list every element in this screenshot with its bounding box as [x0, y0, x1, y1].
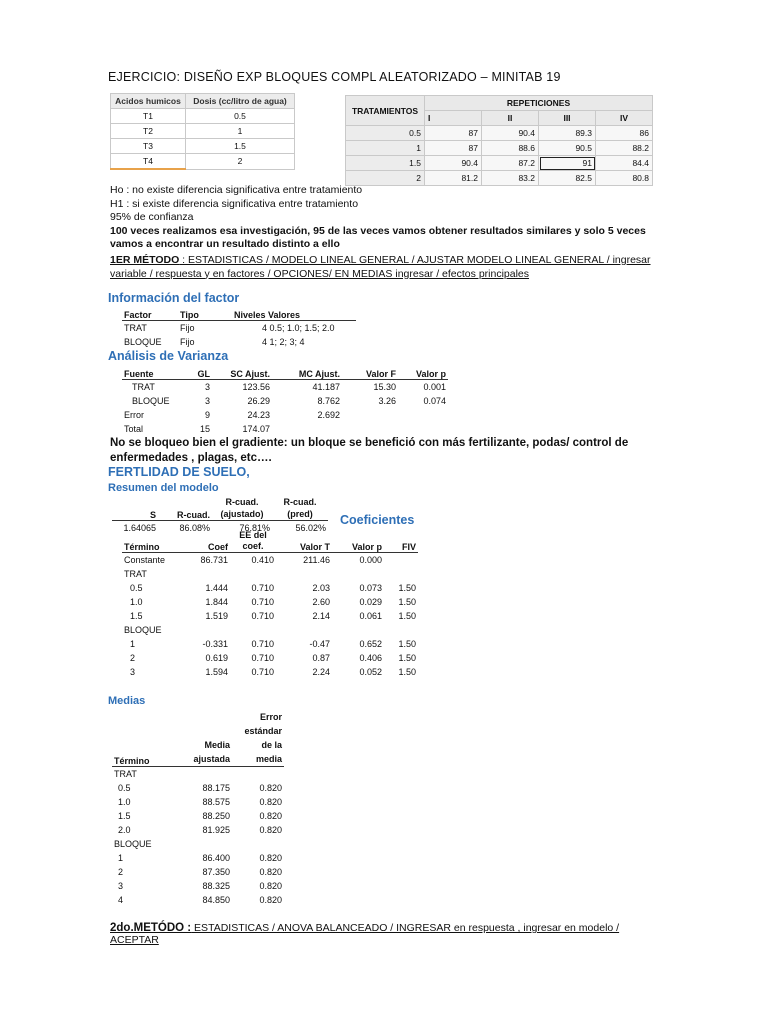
dose-col-header: Acidos humicos — [111, 94, 186, 109]
h1-text: H1 : si existe diferencia significativa entre tratamiento — [110, 197, 359, 210]
table-row: 2 81.2 83.2 82.5 80.8 — [346, 171, 653, 186]
table-row: BLOQUE 3 26.29 8.762 3.26 0.074 — [132, 396, 446, 406]
table-row: 0.5 88.175 0.820 — [118, 783, 282, 793]
selected-cell[interactable]: 91 — [539, 156, 596, 171]
table-row: BLOQUE — [114, 839, 152, 849]
model-summary-heading: Resumen del modelo — [108, 482, 219, 494]
rep-header: I — [425, 111, 482, 126]
table-row: 1.0 88.575 0.820 — [118, 797, 282, 807]
model-summary-table: S R-cuad. R-cuad. (ajustado) R-cuad. (pred) 1.64065 86.08% 76.81% 56.02% — [112, 496, 328, 535]
table-row: 3 88.325 0.820 — [118, 881, 282, 891]
anova-table: Fuente GL SC Ajust. MC Ajust. Valor F Valor p TRAT 3 123.56 41.187 15.30 0.001 BLOQUE 3 26.29 8.762 3.26 0.074 Error 9 24.23 2.692 Total 15 174.07 — [122, 365, 448, 436]
table-row: 0.5 87 90.4 89.3 86 — [346, 126, 653, 141]
table-row: TRAT 3 123.56 41.187 15.30 0.001 — [132, 382, 446, 392]
means-table: Término Media ajustada Error estándar de la media TRAT 0.5 88.175 0.820 1.0 88.575 0.820 1.5 88.250 0.820 2.0 81.925 0.820 BLOQUE 1 86.400 0.820 2 87.350 0.820 3 88.325 0.820 4 84.850 0.820 — [114, 712, 282, 905]
dose-col-header: Dosis (cc/litro de agua) — [186, 94, 295, 109]
table-row: 1 -0.331 0.710 -0.47 0.652 1.50 — [130, 639, 416, 649]
coefficients-table: Término Coef EE del coef. Valor T Valor p FIV Constante 86.731 0.410 211.46 0.000 TRAT 0.5 1.444 0.710 2.03 0.073 1.50 1.0 1.844 0.710 2.60 0.029 1.50 1.5 1.519 0.710 2.14 0.061 1.50 BLOQUE 1 -0.331 0.710 -0.47 0.652 1.50 2 0.619 0.710 0.87 0.406 1.50 3 1.594 0.710 2.24 0.052 1.50 — [124, 530, 416, 677]
table-row: TRAT — [124, 569, 147, 579]
table-row: 0.5 1.444 0.710 2.03 0.073 1.50 — [130, 583, 416, 593]
method2-label: 2do.METÓDO : — [110, 922, 192, 934]
table-row: 3 1.594 0.710 2.24 0.052 1.50 — [130, 667, 416, 677]
method1-steps: : ESTADISTICAS / MODELO LINEAL GENERAL / AJUSTAR MODELO LINEAL GENERAL / ingresar variable / respuesta y en factores / OPCIONES/ EN MEDIAS ingresar / efectos principales — [110, 254, 651, 280]
table-row: T1 0.5 — [111, 109, 295, 124]
h0-text: Ho : no existe diferencia significativa entre tratamiento — [110, 184, 363, 196]
table-row: BLOQUE Fijo 4 1; 2; 3; 4 — [124, 337, 305, 347]
hypotheses-block — [110, 184, 670, 252]
page-title: EJERCICIO: DISEÑO EXP BLOQUES COMPL ALEATORIZADO – MINITAB 19 — [108, 70, 561, 84]
means-heading: Medias — [108, 695, 146, 707]
anova-heading: Análisis de Varianza — [108, 349, 229, 363]
repetitions-header: REPETICIONES — [425, 96, 653, 111]
fertility-heading: FERTLIDAD DE SUELO, — [108, 465, 250, 479]
rep-header: II — [482, 111, 539, 126]
table-row: 2 87.350 0.820 — [118, 867, 282, 877]
table-row: TRAT Fijo 4 0.5; 1.0; 1.5; 2.0 — [124, 323, 335, 333]
table-row: 2.0 81.925 0.820 — [118, 825, 282, 835]
coefficients-heading: Coeficientes — [340, 513, 415, 527]
table-row: 1 86.400 0.820 — [118, 853, 282, 863]
rep-header: III — [539, 111, 596, 126]
rep-header: IV — [596, 111, 653, 126]
table-row: 2 0.619 0.710 0.87 0.406 1.50 — [130, 653, 416, 663]
table-row: Total 15 174.07 — [124, 424, 270, 434]
method1-label: 1ER MÉTODO — [110, 254, 180, 266]
explanation-text: 100 veces realizamos esa investigación, 95 de las veces vamos obtener resultados similares y solo 5 veces vamos a encontrar un resultado distinto a ello — [110, 224, 646, 250]
method1-text — [110, 254, 670, 281]
table-row: TRAT — [114, 769, 137, 779]
dose-table — [110, 93, 295, 170]
data-table — [345, 95, 653, 186]
table-row: BLOQUE — [124, 625, 162, 635]
table-row: T2 1 — [111, 124, 295, 139]
table-row: Constante 86.731 0.410 211.46 0.000 — [124, 555, 382, 565]
table-row: T3 1.5 — [111, 139, 295, 154]
factor-info-heading: Información del factor — [108, 291, 240, 305]
method2-steps: ESTADISTICAS / ANOVA BALANCEADO / INGRESAR en respuesta , ingresar en modelo / ACEPTAR — [110, 922, 620, 946]
table-row: 4 84.850 0.820 — [118, 895, 282, 905]
table-row: 1.0 1.844 0.710 2.60 0.029 1.50 — [130, 597, 416, 607]
table-row: 1.5 90.4 87.2 91 84.4 — [346, 156, 653, 171]
table-row: T4 2 — [111, 154, 295, 170]
treatments-header: TRATAMIENTOS — [346, 96, 425, 126]
conclusion-text: No se bloqueo bien el gradiente: un bloque se benefició con más fertilizante, podas/ control de enfermedades , plagas, etc…. — [110, 437, 629, 464]
table-row: Error 9 24.23 2.692 — [124, 410, 340, 420]
table-row: 1 87 88.6 90.5 88.2 — [346, 141, 653, 156]
table-row: 1.64065 86.08% 76.81% 56.02% — [123, 523, 326, 533]
confidence-text: 95% de confianza — [110, 211, 194, 223]
table-row: 1.5 88.250 0.820 — [118, 811, 282, 821]
factor-info-table: Factor Tipo Niveles Valores TRAT Fijo 4 0.5; 1.0; 1.5; 2.0 BLOQUE Fijo 4 1; 2; 3; 4 — [122, 306, 356, 349]
method2-text — [110, 922, 670, 946]
table-row: 1.5 1.519 0.710 2.14 0.061 1.50 — [130, 611, 416, 621]
